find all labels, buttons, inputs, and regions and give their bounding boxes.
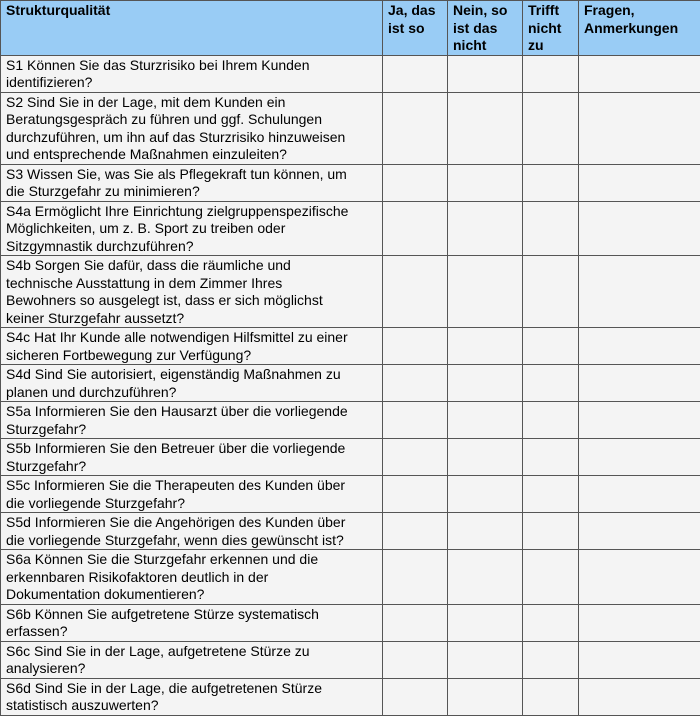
answer-yes-cell[interactable] xyxy=(383,604,448,641)
table-row xyxy=(1,256,700,328)
notes-cell[interactable] xyxy=(579,402,700,439)
text-line: Trifft xyxy=(528,2,574,20)
answer-yes-cell[interactable] xyxy=(383,439,448,476)
answer-yes-cell[interactable] xyxy=(383,513,448,550)
answer-yes-cell[interactable] xyxy=(383,55,448,92)
answer-yes-cell[interactable] xyxy=(383,550,448,605)
answer-yes-cell[interactable] xyxy=(383,201,448,256)
text-line: S4a Ermöglicht Ihre Einrichtung zielgruppenspezifische xyxy=(6,203,378,221)
notes-cell[interactable] xyxy=(579,439,700,476)
answer-no-cell[interactable] xyxy=(448,439,523,476)
answer-not-applicable-cell[interactable] xyxy=(523,256,579,328)
text-line: erkennbaren Risikofaktoren deutlich in der xyxy=(6,569,378,587)
text-line: statistisch auszuwerten? xyxy=(6,697,378,715)
answer-no-cell[interactable] xyxy=(448,604,523,641)
answer-no-cell[interactable] xyxy=(448,476,523,513)
notes-cell[interactable] xyxy=(579,678,700,715)
text-line: S6b Können Sie aufgetretene Stürze systematisch xyxy=(6,606,378,624)
answer-no-cell[interactable] xyxy=(448,550,523,605)
answer-yes-cell[interactable] xyxy=(383,476,448,513)
text-line: sicheren Fortbewegung zur Verfügung? xyxy=(6,347,378,365)
table-row xyxy=(1,678,700,715)
table-row xyxy=(1,476,700,513)
text-line: keiner Sturzgefahr aussetzt? xyxy=(6,310,378,328)
question-cell xyxy=(1,201,383,256)
question-cell xyxy=(1,641,383,678)
text-line: Fragen, xyxy=(584,2,696,20)
table-row xyxy=(1,641,700,678)
header-not-applicable xyxy=(523,1,579,56)
text-line: zu xyxy=(528,37,574,55)
notes-cell[interactable] xyxy=(579,365,700,402)
table-row xyxy=(1,439,700,476)
text-line: Nein, so xyxy=(453,2,518,20)
notes-cell[interactable] xyxy=(579,513,700,550)
answer-yes-cell[interactable] xyxy=(383,256,448,328)
answer-not-applicable-cell[interactable] xyxy=(523,678,579,715)
text-line: S5d Informieren Sie die Angehörigen des Kunden über xyxy=(6,514,378,532)
answer-not-applicable-cell[interactable] xyxy=(523,328,579,365)
answer-no-cell[interactable] xyxy=(448,328,523,365)
question-cell xyxy=(1,476,383,513)
table-row xyxy=(1,550,700,605)
answer-yes-cell[interactable] xyxy=(383,164,448,201)
answer-no-cell[interactable] xyxy=(448,641,523,678)
notes-cell[interactable] xyxy=(579,328,700,365)
question-cell xyxy=(1,439,383,476)
notes-cell[interactable] xyxy=(579,92,700,164)
text-line: die vorliegende Sturzgefahr? xyxy=(6,495,378,513)
text-line: Sitzgymnastik durchzuführen? xyxy=(6,238,378,256)
text-line: nicht xyxy=(453,37,518,55)
answer-not-applicable-cell[interactable] xyxy=(523,201,579,256)
text-line: Anmerkungen xyxy=(584,20,696,38)
answer-not-applicable-cell[interactable] xyxy=(523,604,579,641)
text-line: S4b Sorgen Sie dafür, dass die räumliche und xyxy=(6,257,378,275)
table-row xyxy=(1,55,700,92)
answer-not-applicable-cell[interactable] xyxy=(523,92,579,164)
answer-no-cell[interactable] xyxy=(448,678,523,715)
text-line: durchzuführen, um ihn auf das Sturzrisiko hinzuweisen xyxy=(6,129,378,147)
notes-cell[interactable] xyxy=(579,550,700,605)
text-line: nicht xyxy=(528,20,574,38)
question-cell xyxy=(1,678,383,715)
answer-no-cell[interactable] xyxy=(448,55,523,92)
answer-no-cell[interactable] xyxy=(448,92,523,164)
answer-not-applicable-cell[interactable] xyxy=(523,550,579,605)
text-line: die vorliegende Sturzgefahr, wenn dies gewünscht ist? xyxy=(6,532,378,550)
text-line: Ja, das xyxy=(388,2,443,20)
text-line: Dokumentation dokumentieren? xyxy=(6,586,378,604)
notes-cell[interactable] xyxy=(579,604,700,641)
question-cell xyxy=(1,55,383,92)
header-question xyxy=(1,1,383,56)
text-line: technische Ausstattung in dem Zimmer Ihres xyxy=(6,275,378,293)
notes-cell[interactable] xyxy=(579,201,700,256)
table-row xyxy=(1,513,700,550)
notes-cell[interactable] xyxy=(579,55,700,92)
header-label: Strukturqualität xyxy=(6,2,378,20)
text-line: analysieren? xyxy=(6,660,378,678)
question-cell xyxy=(1,164,383,201)
text-line: Möglichkeiten, um z. B. Sport zu treiben oder xyxy=(6,220,378,238)
text-line: Sturzgefahr? xyxy=(6,421,378,439)
answer-yes-cell[interactable] xyxy=(383,365,448,402)
answer-yes-cell[interactable] xyxy=(383,678,448,715)
answer-yes-cell[interactable] xyxy=(383,402,448,439)
answer-not-applicable-cell[interactable] xyxy=(523,402,579,439)
text-line: S5c Informieren Sie die Therapeuten des Kunden über xyxy=(6,477,378,495)
text-line: identifizieren? xyxy=(6,74,378,92)
notes-cell[interactable] xyxy=(579,256,700,328)
table-row xyxy=(1,164,700,201)
text-line: die Sturzgefahr zu minimieren? xyxy=(6,183,378,201)
text-line: ist das xyxy=(453,20,518,38)
text-line: S6c Sind Sie in der Lage, aufgetretene Stürze zu xyxy=(6,643,378,661)
answer-not-applicable-cell[interactable] xyxy=(523,365,579,402)
question-cell xyxy=(1,513,383,550)
answer-no-cell[interactable] xyxy=(448,402,523,439)
text-line: S3 Wissen Sie, was Sie als Pflegekraft tun können, um xyxy=(6,166,378,184)
text-line: ist so xyxy=(388,20,443,38)
table-row xyxy=(1,201,700,256)
question-cell xyxy=(1,365,383,402)
table-row xyxy=(1,328,700,365)
answer-no-cell[interactable] xyxy=(448,164,523,201)
question-cell xyxy=(1,402,383,439)
answer-yes-cell[interactable] xyxy=(383,92,448,164)
answer-yes-cell[interactable] xyxy=(383,328,448,365)
notes-cell[interactable] xyxy=(579,641,700,678)
answer-no-cell[interactable] xyxy=(448,256,523,328)
question-cell xyxy=(1,92,383,164)
notes-cell[interactable] xyxy=(579,164,700,201)
header-yes xyxy=(383,1,448,56)
answer-not-applicable-cell[interactable] xyxy=(523,439,579,476)
table-row xyxy=(1,604,700,641)
text-line: Bewohners so ausgelegt ist, dass er sich möglichst xyxy=(6,292,378,310)
question-cell xyxy=(1,550,383,605)
answer-no-cell[interactable] xyxy=(448,201,523,256)
question-cell xyxy=(1,256,383,328)
text-line: Beratungsgespräch zu führen und ggf. Schulungen xyxy=(6,111,378,129)
table-row xyxy=(1,402,700,439)
text-line: Sturzgefahr? xyxy=(6,458,378,476)
text-line: S2 Sind Sie in der Lage, mit dem Kunden ein xyxy=(6,94,378,112)
answer-no-cell[interactable] xyxy=(448,365,523,402)
question-cell xyxy=(1,328,383,365)
header-notes xyxy=(579,1,700,56)
answer-not-applicable-cell[interactable] xyxy=(523,476,579,513)
text-line: S5b Informieren Sie den Betreuer über die vorliegende xyxy=(6,440,378,458)
text-line: S4d Sind Sie autorisiert, eigenständig Maßnahmen zu xyxy=(6,366,378,384)
answer-not-applicable-cell[interactable] xyxy=(523,641,579,678)
header-row xyxy=(1,1,700,56)
question-cell xyxy=(1,604,383,641)
text-line: und entsprechende Maßnahmen einzuleiten? xyxy=(6,146,378,164)
text-line: erfassen? xyxy=(6,623,378,641)
answer-not-applicable-cell[interactable] xyxy=(523,164,579,201)
text-line: S6a Können Sie die Sturzgefahr erkennen und die xyxy=(6,551,378,569)
table-row xyxy=(1,92,700,164)
answer-yes-cell[interactable] xyxy=(383,641,448,678)
header-no xyxy=(448,1,523,56)
notes-cell[interactable] xyxy=(579,476,700,513)
answer-no-cell[interactable] xyxy=(448,513,523,550)
text-line: S5a Informieren Sie den Hausarzt über die vorliegende xyxy=(6,403,378,421)
text-line: S4c Hat Ihr Kunde alle notwendigen Hilfsmittel zu einer xyxy=(6,329,378,347)
table-row xyxy=(1,365,700,402)
text-line: planen und durchzuführen? xyxy=(6,384,378,402)
answer-not-applicable-cell[interactable] xyxy=(523,513,579,550)
answer-not-applicable-cell[interactable] xyxy=(523,55,579,92)
text-line: S6d Sind Sie in der Lage, die aufgetretenen Stürze xyxy=(6,680,378,698)
text-line: S1 Können Sie das Sturzrisiko bei Ihrem Kunden xyxy=(6,57,378,75)
